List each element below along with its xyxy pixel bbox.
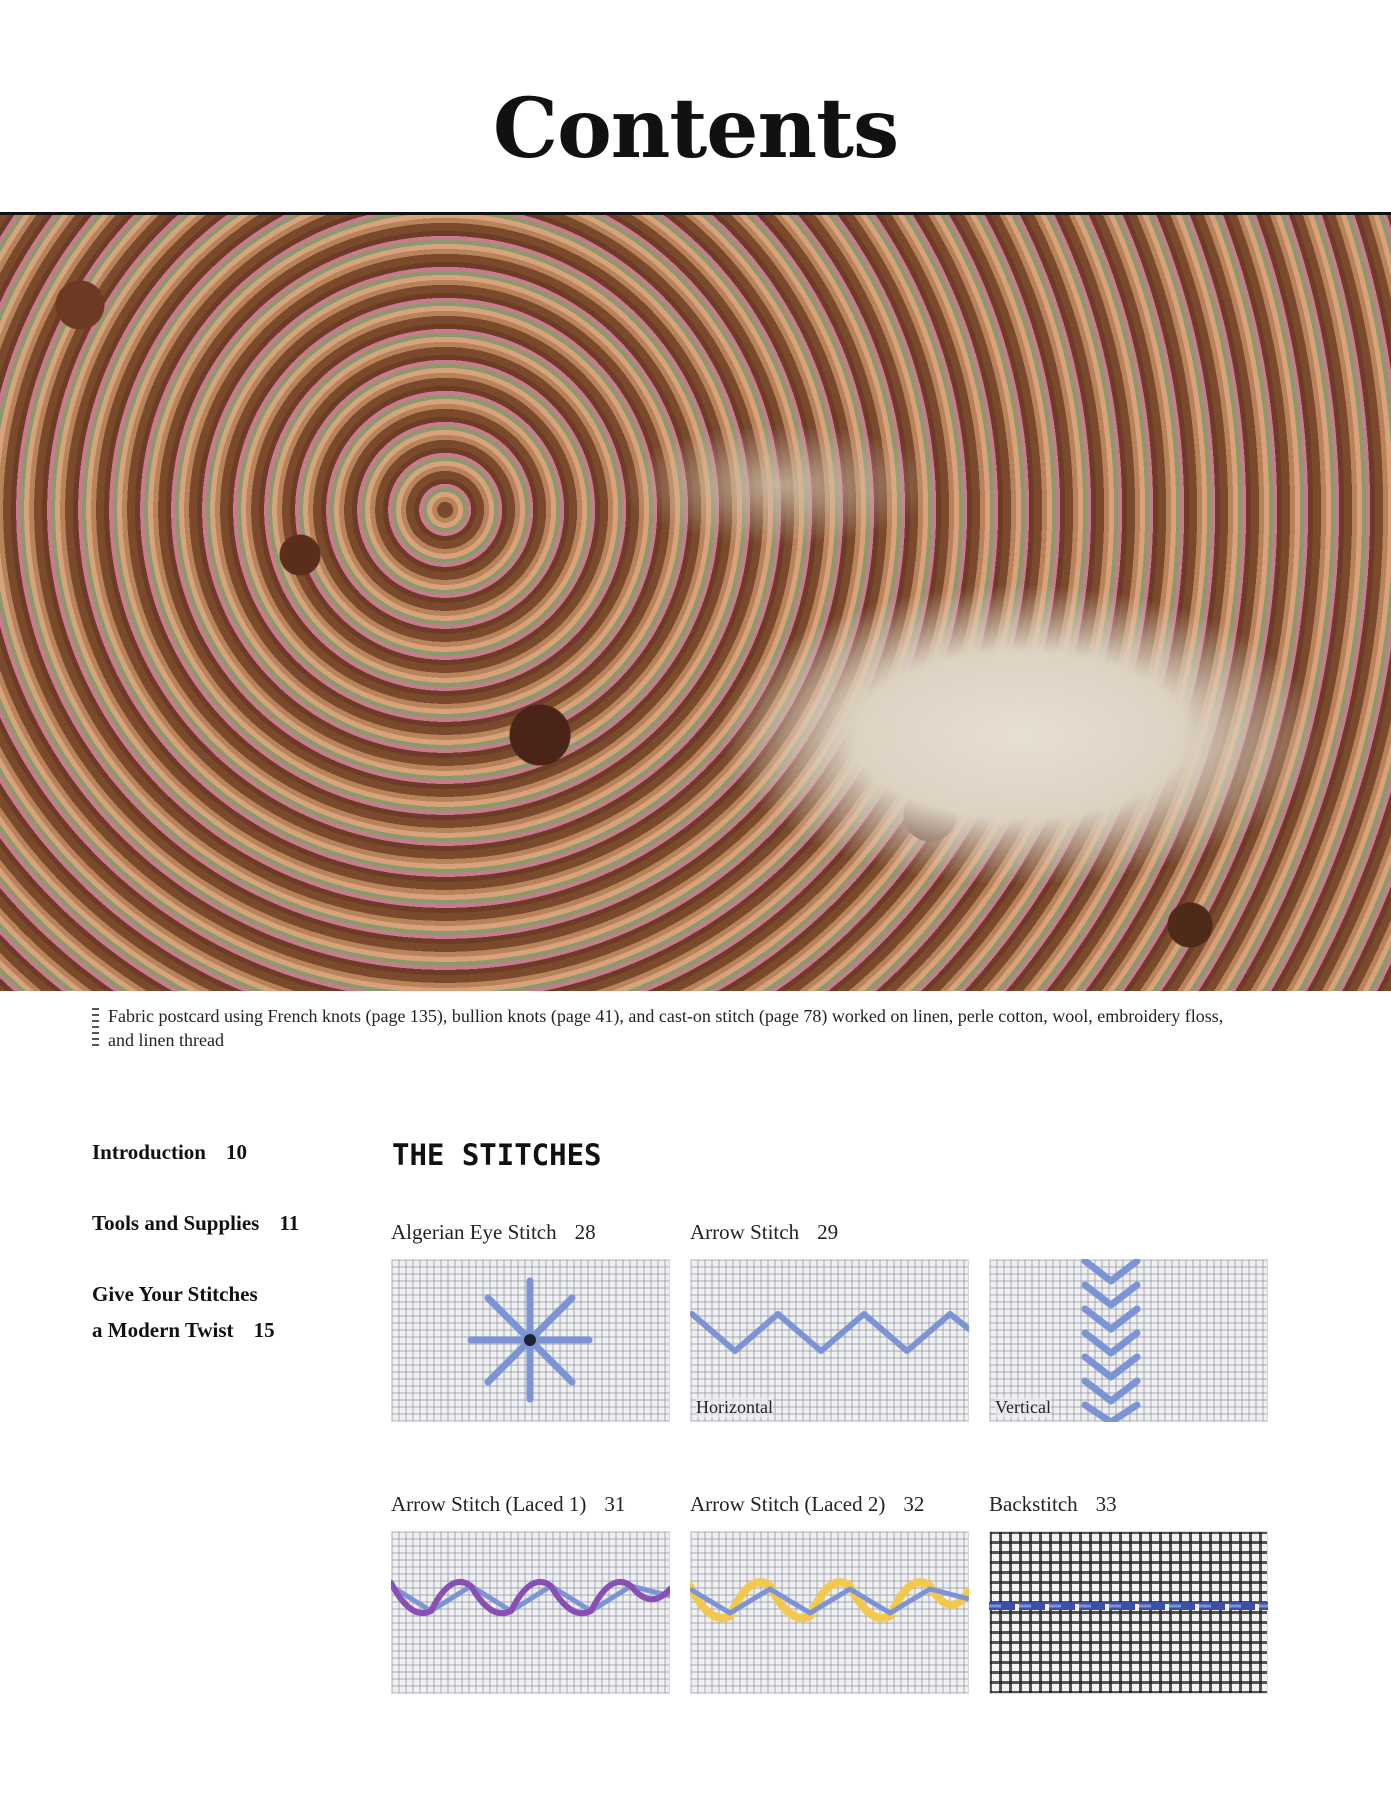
algerian-eye-stitch-icon	[391, 1259, 670, 1422]
toc-list	[92, 1134, 342, 1383]
stitch-entry-arrow-laced-1[interactable]	[391, 1491, 670, 1694]
stitch-label	[989, 1491, 1268, 1531]
stitch-label	[391, 1491, 670, 1531]
swatch-variant-label: Vertical	[995, 1397, 1051, 1417]
stitch-name: Backstitch	[989, 1492, 1078, 1516]
arrow-stitch-laced-1-icon	[391, 1531, 670, 1694]
stitch-page-number: 31	[604, 1492, 626, 1516]
toc-label-line2: a Modern Twist	[92, 1318, 234, 1342]
toc-page-number: 11	[279, 1211, 300, 1235]
toc-item-introduction[interactable]	[92, 1134, 342, 1170]
swatch-variant-label: Horizontal	[696, 1397, 773, 1417]
stitch-entry-arrow-laced-2[interactable]	[690, 1491, 969, 1694]
stitch-name: Algerian Eye Stitch	[391, 1220, 557, 1244]
stitch-entry-backstitch[interactable]	[989, 1491, 1268, 1694]
toc-page-number: 10	[225, 1140, 247, 1164]
stitch-entry-arrow[interactable]	[690, 1219, 969, 1422]
stitch-entry-algerian-eye[interactable]	[391, 1219, 670, 1422]
caption-marker-icon	[92, 1008, 99, 1050]
arrow-stitch-laced-2-icon	[690, 1531, 969, 1694]
stitch-page-number: 28	[574, 1220, 596, 1244]
section-heading: THE STITCHES	[392, 1138, 602, 1172]
toc-page-number: 15	[253, 1318, 275, 1342]
stitch-name: Arrow Stitch (Laced 2)	[690, 1492, 886, 1516]
toc-item-tools-and-supplies[interactable]	[92, 1205, 342, 1241]
stitch-page-number: 29	[817, 1220, 839, 1244]
toc-label-line1: Give Your Stitches	[92, 1282, 258, 1306]
stitch-label	[391, 1219, 670, 1259]
backstitch-icon	[989, 1531, 1268, 1694]
stitch-name: Arrow Stitch (Laced 1)	[391, 1492, 587, 1516]
stitch-swatch-arrow-horizontal	[690, 1259, 969, 1422]
stitch-name: Arrow Stitch	[690, 1220, 800, 1244]
stitch-label	[690, 1219, 969, 1259]
toc-label: Tools and Supplies	[92, 1211, 260, 1235]
stitch-swatch-arrow-vertical	[989, 1259, 1268, 1422]
toc-label: Introduction	[92, 1140, 206, 1164]
stitch-swatch-arrow-laced-1	[391, 1531, 670, 1694]
stitch-entry-arrow-vertical[interactable]	[989, 1259, 1268, 1422]
stitch-page-number: 32	[903, 1492, 925, 1516]
photo-caption	[92, 1004, 1238, 1052]
stitch-swatch-algerian-eye	[391, 1259, 670, 1422]
stitch-page-number: 33	[1095, 1492, 1117, 1516]
toc-item-modern-twist[interactable]	[92, 1276, 342, 1348]
photo-caption-text: Fabric postcard using French knots (page 135), bullion knots (page 41), and cast-on stitch (page 78) worked on linen, perle cotton, wool, embroidery floss, and linen thread	[108, 1006, 1224, 1050]
page-title: Contents	[492, 81, 899, 177]
stitch-swatch-arrow-laced-2	[690, 1531, 969, 1694]
hero-photo-embroidery	[0, 215, 1391, 991]
stitch-label	[690, 1491, 969, 1531]
stitch-swatch-backstitch	[989, 1531, 1268, 1694]
